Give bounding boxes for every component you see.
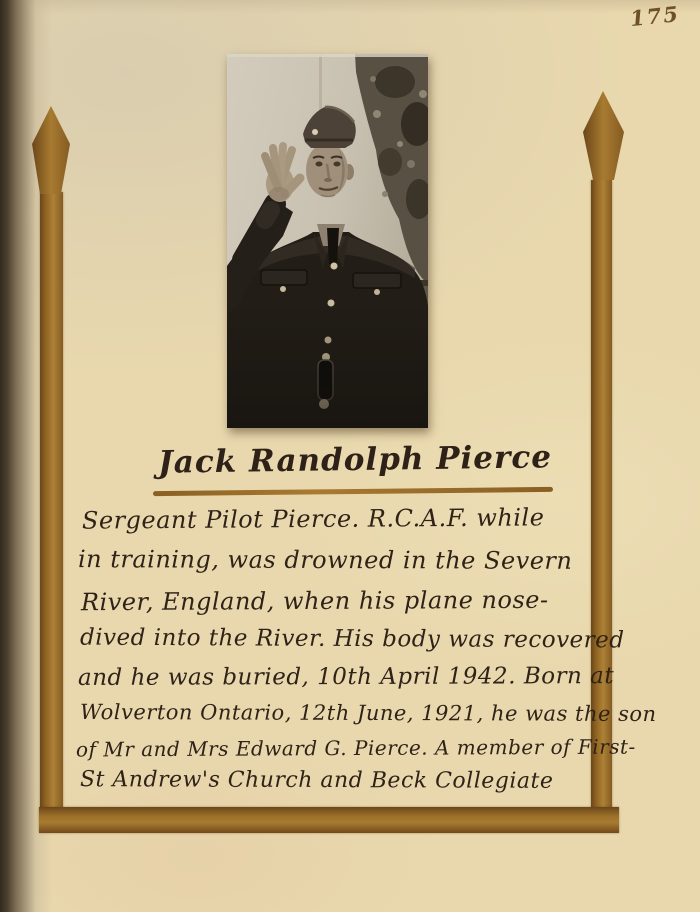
title-underline [153, 487, 553, 496]
text-line: dived into the River. His body was recovered [79, 624, 625, 654]
memorial-photograph [227, 54, 428, 428]
text-line: of Mr and Mrs Edward G. Pierce. A member of First- [75, 734, 636, 762]
salute-portrait-scene [227, 54, 428, 428]
memorial-title: Jack Randolph Pierce [157, 439, 553, 481]
text-line: St Andrew's Church and Beck Collegiate [79, 767, 554, 794]
text-line: Wolverton Ontario, 12th June, 1921, he was the son [79, 699, 657, 727]
page-number: 175 [628, 0, 682, 32]
frame-right-finial [577, 88, 629, 184]
frame-left-bar [40, 192, 63, 810]
text-line: in training, was drowned in the Severn [77, 545, 573, 575]
text-line: River, England, when his plane nose- [80, 585, 549, 617]
frame-left-finial [26, 102, 76, 198]
frame-bottom-bar [39, 807, 619, 833]
text-line: and he was buried, 10th April 1942. Born at [77, 663, 615, 691]
text-line: Sergeant Pilot Pierce. R.C.A.F. while [81, 503, 545, 535]
